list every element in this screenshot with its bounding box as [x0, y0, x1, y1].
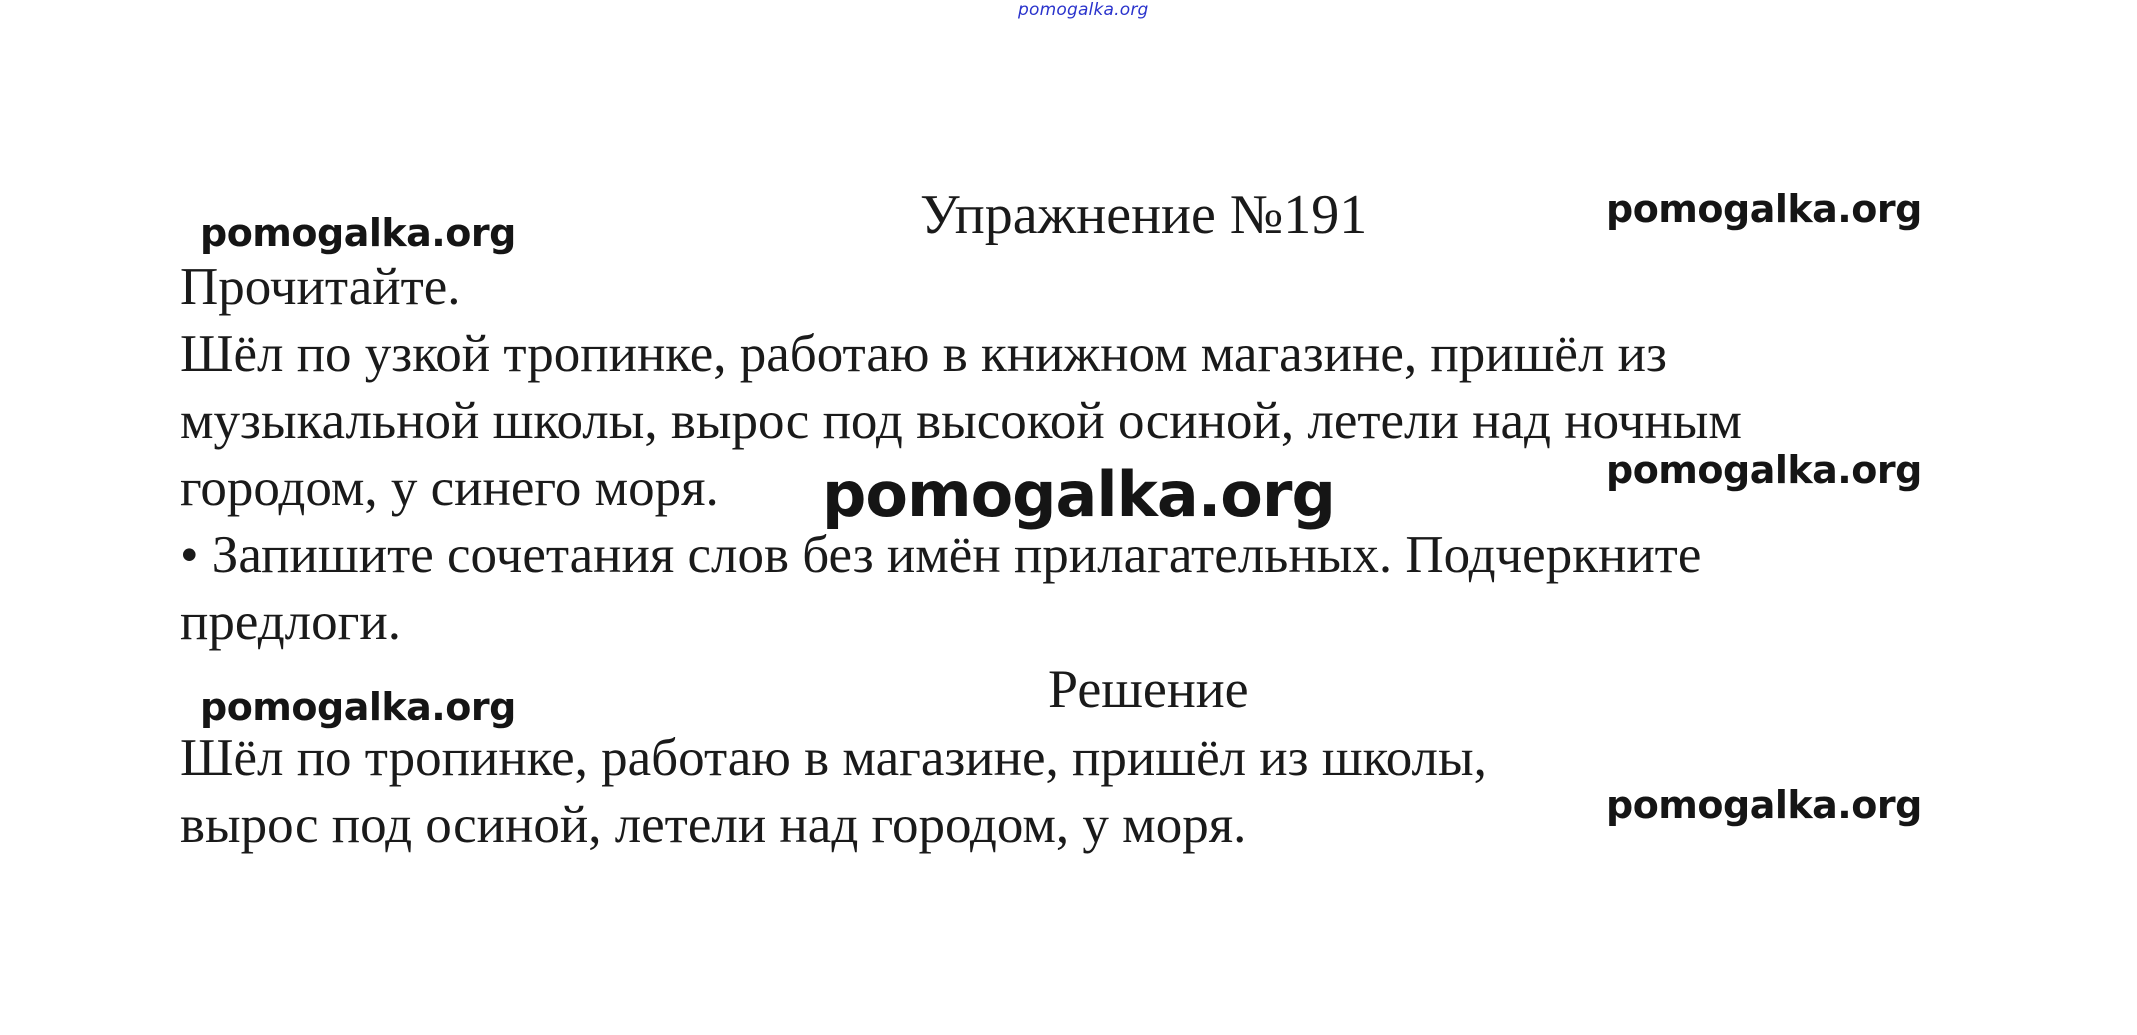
task-line-5: • Запишите сочетания слов без имён прилагательных. Подчеркните	[180, 526, 1702, 584]
watermark-3: pomogalka.org	[822, 458, 1335, 531]
task-line-1: Прочитайте.	[180, 258, 461, 316]
task-line-2: Шёл по узкой тропинке, работаю в книжном магазине, пришёл из	[180, 325, 1667, 383]
watermark-5: pomogalka.org	[200, 685, 516, 729]
solution-heading: Решение	[1048, 659, 1249, 719]
watermark-1: pomogalka.org	[200, 211, 516, 255]
watermark-6: pomogalka.org	[1606, 783, 1922, 827]
exercise-title: Упражнение №191	[920, 184, 1368, 246]
task-line-3: музыкальной школы, вырос под высокой осиной, летели над ночным	[180, 392, 1742, 450]
watermark-4: pomogalka.org	[1606, 448, 1922, 492]
solution-line-2: вырос под осиной, летели над городом, у моря.	[180, 796, 1247, 854]
task-line-4: городом, у синего моря.	[180, 459, 719, 517]
watermark-2: pomogalka.org	[1606, 187, 1922, 231]
task-line-6: предлоги.	[180, 593, 401, 651]
header-watermark: pomogalka.org	[1018, 0, 1149, 20]
solution-line-1: Шёл по тропинке, работаю в магазине, пришёл из школы,	[180, 729, 1487, 787]
